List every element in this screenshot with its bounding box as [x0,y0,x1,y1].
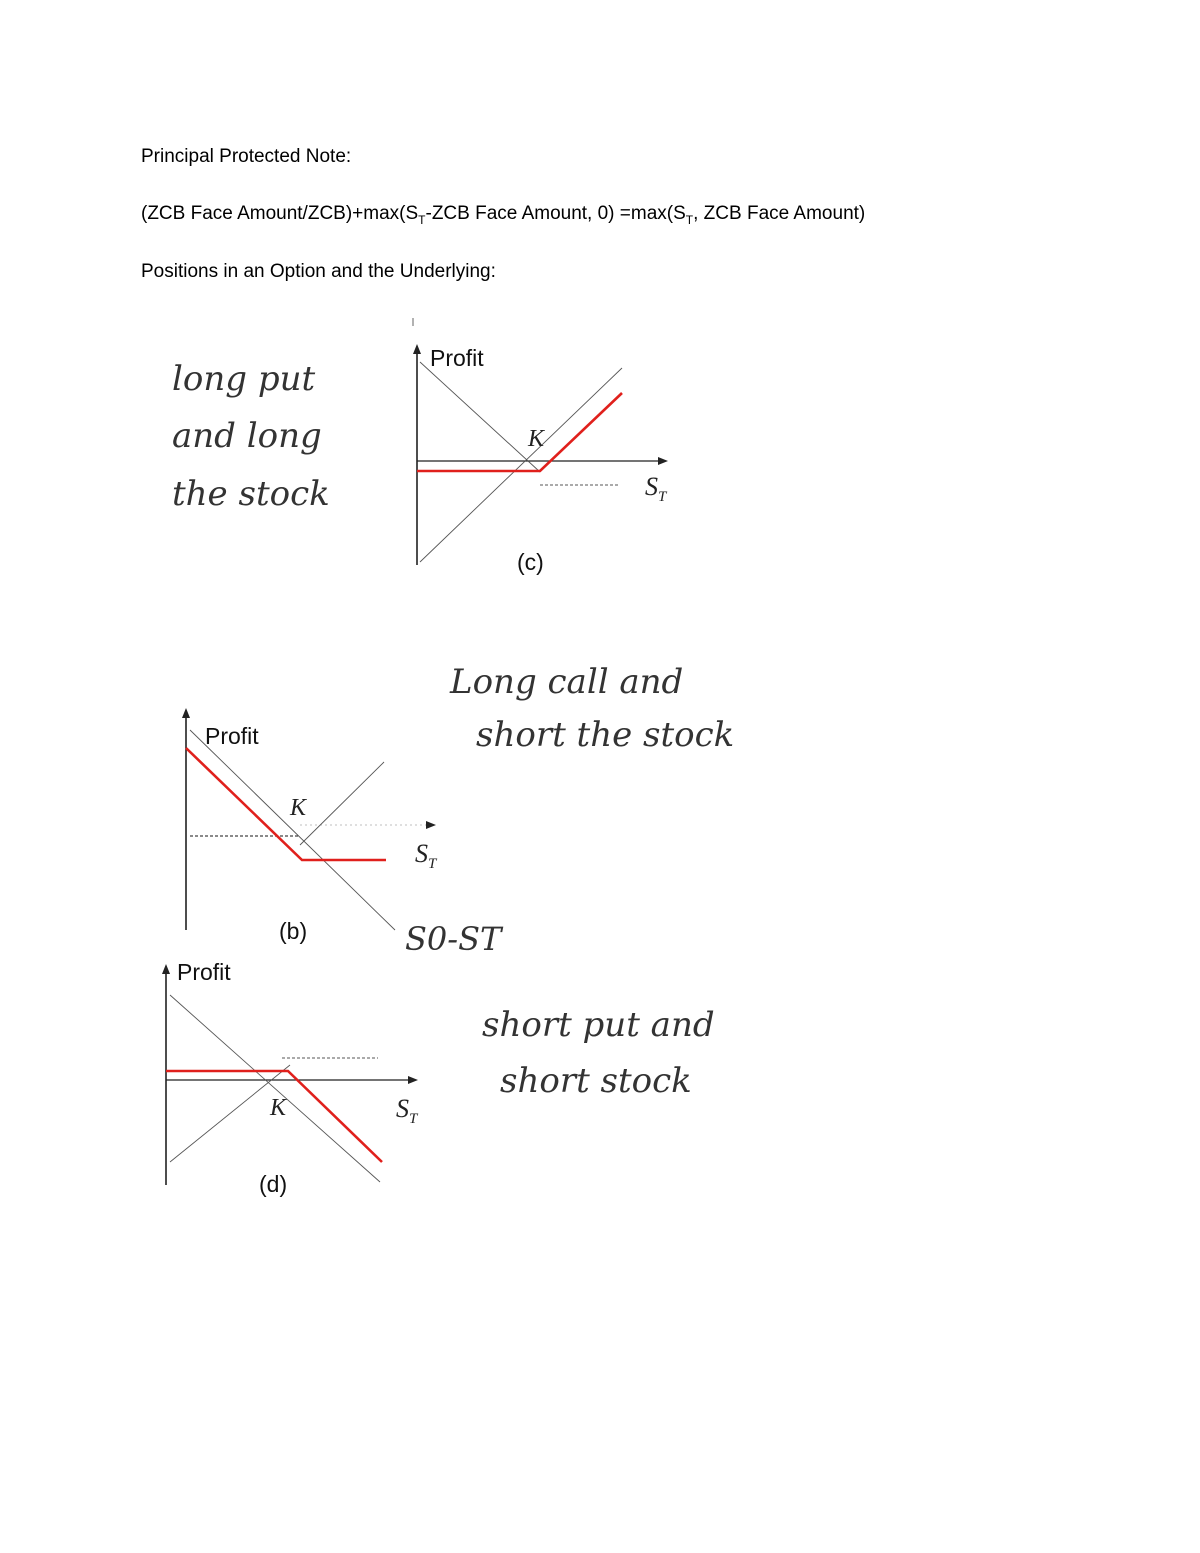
note-long-call-line2: short the stock [476,715,735,755]
figure-c-st-sub: T [658,489,667,505]
note-long-put-line1: long put [172,359,316,399]
formula-subscript-1: T [418,212,426,227]
note-long-put-line3: the stock [172,474,330,514]
figure-d-st-sub: T [409,1111,418,1127]
figure-c-ylabel: Profit [430,345,484,371]
figure-b-caption: (b) [279,918,308,944]
formula-part-c: , ZCB Face Amount) [693,203,866,224]
formula-part-b: -ZCB Face Amount, 0) =max(S [425,203,686,224]
note-long-put-line2: and long [172,416,322,456]
note-short-put-line2: short stock [500,1061,692,1101]
figure-c-k-label: K [528,426,545,452]
formula-subscript-2: T [685,212,694,227]
heading-positions: Positions in an Option and the Underlying: [141,261,496,282]
note-s0-minus-st: S0-ST [405,920,502,958]
figure-b-st-sub: T [428,856,437,872]
formula-part-a: (ZCB Face Amount/ZCB)+max(S [141,203,419,224]
figure-b-ylabel: Profit [205,723,259,749]
figure-c-caption: (c) [517,549,544,575]
figure-d-caption: (d) [259,1171,288,1197]
figure-b-st-main: S [415,839,428,868]
figure-b-k-label: K [290,795,307,821]
heading-principal-protected-note: Principal Protected Note: [141,146,352,167]
figure-d-k-label: K [270,1095,287,1121]
note-long-call-line1: Long call and [450,662,684,702]
figure-c-st-main: S [645,472,658,501]
figure-d-st-main: S [396,1094,409,1123]
note-short-put-line1: short put and [482,1005,715,1045]
figure-d-ylabel: Profit [177,959,231,985]
